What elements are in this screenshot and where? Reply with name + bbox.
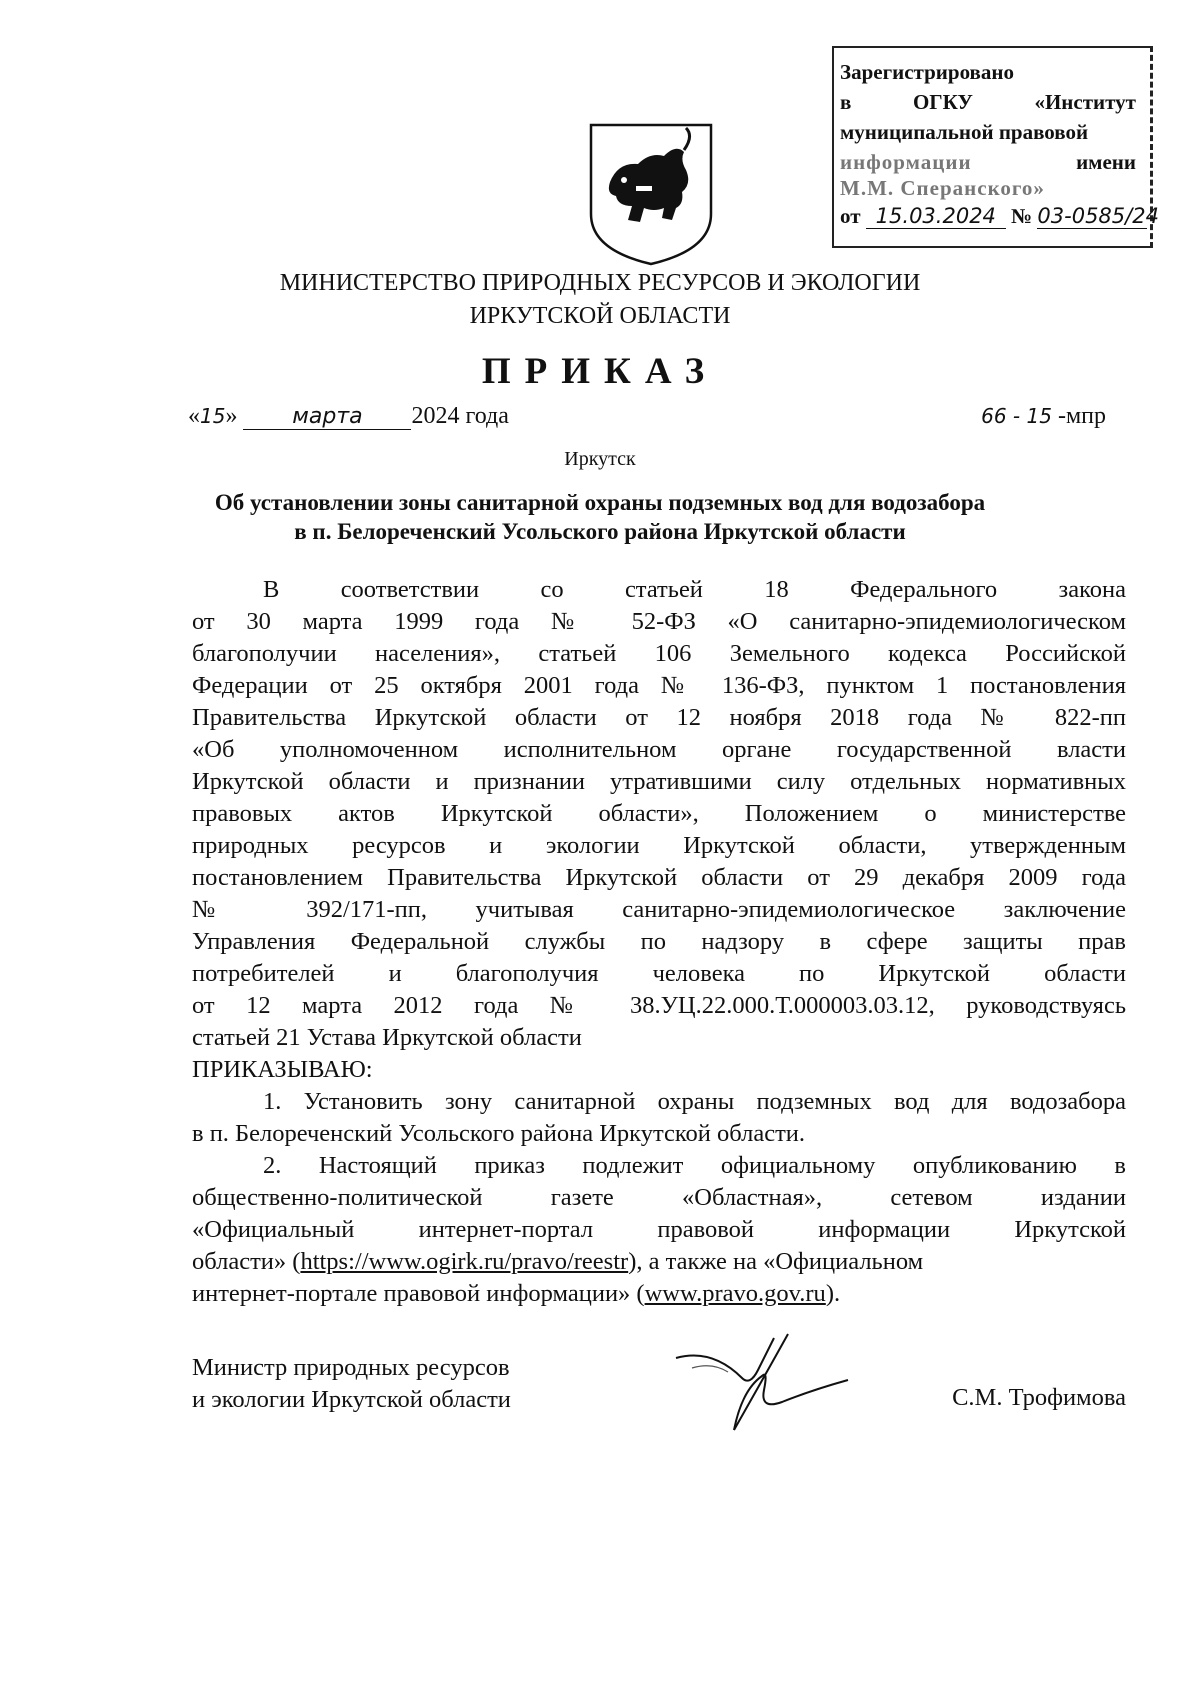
body-line: Иркутской области и признании утратившими силу отдельных нормативных <box>192 768 1126 795</box>
body-line: Управления Федеральной службы по надзору в сфере защиты прав <box>192 928 1126 955</box>
stamp-number: 03-0585/24 <box>1037 204 1159 228</box>
stamp-date: 15.03.2024 <box>866 204 1006 229</box>
body-line: области» (https://www.ogirk.ru/pravo/reestr), а также на «Официальном <box>192 1248 924 1275</box>
body-line: Правительства Иркутской области от 12 ноября 2018 года № 822-пп <box>192 704 1126 731</box>
body-line: интернет-портале правовой информации» (www.pravo.gov.ru). <box>192 1280 841 1307</box>
stamp-line-3: муниципальной правовой <box>840 120 1089 144</box>
body-line: от 30 марта 1999 года № 52-ФЗ «О санитарно-эпидемиологическом <box>192 608 1126 635</box>
body-line: 1. Установить зону санитарной охраны подземных вод для водозабора <box>263 1088 1126 1115</box>
body-line: в п. Белореченский Усольского района Иркутской области. <box>192 1120 806 1147</box>
signatory-position-line-1: Министр природных ресурсов <box>192 1354 510 1381</box>
body-line: потребителей и благополучия человека по Иркутской области <box>192 960 1126 987</box>
body-line: общественно-политической газете «Областная», сетевом издании <box>192 1184 1126 1211</box>
body-line: Федерации от 25 октября 2001 года № 136-ФЗ, пунктом 1 постановления <box>192 672 1126 699</box>
signatory-position <box>192 1352 511 1416</box>
coat-of-arms-icon <box>588 122 714 267</box>
order-number-value: 66 - 15 <box>981 404 1052 428</box>
body-line: «Официальный интернет-портал правовой информации Иркутской <box>192 1216 1126 1243</box>
stamp-date-line: от 15.03.2024 № 03-0585/24 <box>840 204 1159 228</box>
body-line: «Об уполномоченном исполнительном органе государственной власти <box>192 736 1126 763</box>
subject-line-2: в п. Белореченский Усольского района Иркутской области <box>294 519 906 544</box>
order-day: 15 <box>200 404 226 428</box>
order-month: марта <box>243 404 411 430</box>
order-date: «15» марта 2024 года <box>188 403 509 429</box>
order-word: ПРИКАЗЫВАЮ: <box>192 1056 373 1083</box>
order-number <box>981 403 1106 430</box>
signatory-name: С.М. Трофимова <box>952 1384 1126 1411</box>
body-line: 2. Настоящий приказ подлежит официальному опубликованию в <box>263 1152 1126 1179</box>
ministry-name-line-1: МИНИСТЕРСТВО ПРИРОДНЫХ РЕСУРСОВ И ЭКОЛОГИИ <box>279 270 921 296</box>
stamp-line-2: в ОГКУ «Институт <box>840 90 1136 114</box>
handwritten-signature-icon <box>672 1330 852 1440</box>
stamp-line-5: М.М. Сперанского» <box>840 176 1045 200</box>
body-line: природных ресурсов и экологии Иркутской области, утвержденным <box>192 832 1126 859</box>
city: Иркутск <box>564 448 636 470</box>
stamp-line-4: информации имени <box>840 150 1136 174</box>
order-year: 2024 года <box>411 403 509 429</box>
pravo-gov-link[interactable]: www.pravo.gov.ru <box>644 1280 826 1307</box>
registration-stamp <box>832 46 1159 248</box>
subject-line-1: Об установлении зоны санитарной охраны подземных вод для водозабора <box>214 490 986 515</box>
document-type-title: ПРИКАЗ <box>481 351 719 392</box>
order-body <box>192 574 1126 1310</box>
body-line: от 12 марта 2012 года № 38.УЦ.22.000.Т.000003.03.12, руководствуясь <box>192 992 1126 1019</box>
body-line: № 392/171-пп, учитывая санитарно-эпидемиологическое заключение <box>192 896 1126 923</box>
stamp-line-1: Зарегистрировано <box>840 60 1014 84</box>
order-number-suffix: -мпр <box>1057 403 1106 429</box>
body-line: правовых актов Иркутской области», Положением о министерстве <box>192 800 1126 827</box>
ogirk-registry-link[interactable]: https://www.ogirk.ru/pravo/reestr <box>300 1248 629 1275</box>
ministry-name-line-2: ИРКУТСКОЙ ОБЛАСТИ <box>469 303 731 329</box>
signatory-position-line-2: и экологии Иркутской области <box>192 1386 511 1413</box>
body-line: благополучии населения», статьей 106 Земельного кодекса Российской <box>192 640 1126 667</box>
body-line: постановлением Правительства Иркутской области от 29 декабря 2009 года <box>192 864 1126 891</box>
body-line: В соответствии со статьей 18 Федерального закона <box>263 576 1126 603</box>
body-line: статьей 21 Устава Иркутской области <box>192 1024 582 1051</box>
